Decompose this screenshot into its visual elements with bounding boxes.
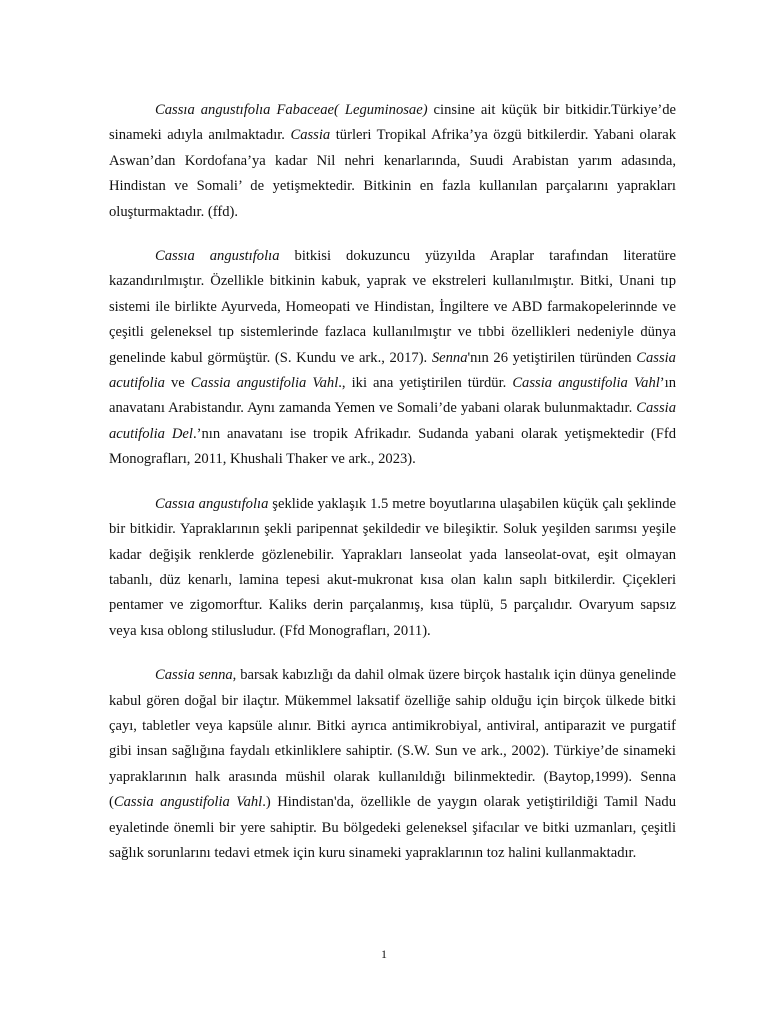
species-name: Cassıa angustıfolıa	[155, 248, 280, 265]
paragraph-text: bitkisi dokuzuncu yüzyılda Araplar tarafından literatüre kazandırılmıştır. Özellikle bitkinin kabuk, yaprak ve ekstreleri kullanılmıştır. Bitki, Unani tıp sistemi ile birlikte Ayurveda, Homeopati ve Hindistan, İngiltere ve ABD farmakopelerinnde ve çeşitli geleneksel tıp sistemlerinde fazlaca kullanılmıştır ve tıbbi özellikleri nedeniyle dünya genelinde kabul görmüştür. (S. Kundu ve ark., 2017).	[109, 248, 676, 366]
page-number: 1	[381, 947, 387, 961]
species-name: Cassia acutifolia Del	[109, 400, 676, 442]
species-name: Cassıa angustıfolıa	[155, 495, 269, 512]
paragraph-text: ’ın anavatanı Arabistandır. Aynı zamanda Yemen ve Somali’de yabani olarak bulunmaktadır.	[109, 375, 677, 417]
genus-name: Senna	[431, 349, 468, 366]
paragraph-3	[109, 492, 676, 644]
genus-name: Cassia	[290, 127, 331, 144]
species-name: Cassıa angustıfolıa Fabaceae( Leguminosae)	[155, 102, 428, 118]
paragraph-4	[109, 663, 676, 866]
paragraph-text: ., iki ana yetiştirilen türdür.	[338, 375, 513, 392]
page-body	[109, 98, 676, 885]
paragraph-text: ve	[164, 375, 191, 392]
paragraph-text: türleri Tropikal Afrika’ya özgü bitkilerdir. Yabani olarak Aswan’dan Kordofana’ya kadar Nil nehri kenarlarında, Suudi Arabistan yarım adasında, Hindistan ve Somali’ de yetişmektedir. Bitkinin en fazla kullanılan parçalarını yaprakları oluşturmaktadır. (ffd).	[109, 127, 676, 220]
paragraph-text: , barsak kabızlığı da dahil olmak üzere birçok hastalık için dünya genelinde kabul gören doğal bir ilaçtır. Mükemmel laksatif özelliğe sahip olduğu için birçok ülkede bitki çayı, tabletler veya kapsüle alınır. Bitki ayrıca antimikrobiyal, antiviral, antiparazit ve purgatif gibi insan sağlığına faydalı etkinliklere sahiptir. (S.W. Sun ve ark., 2002). Türkiye’de sinameki yapraklarının halk arasında müshil olarak kullanıldığı bilinmektedir. (Baytop,1999). Senna (	[109, 667, 677, 811]
paragraph-text: .’nın anavatanı ise tropik Afrikadır. Sudanda yabani olarak yetişmektedir (Ffd Monografları, 2011, Khushali Thaker ve ark., 2023).	[109, 425, 676, 468]
species-name: Cassia angustifolia Vahl	[113, 794, 263, 811]
paragraph-1	[109, 98, 676, 225]
paragraph-2	[109, 244, 676, 473]
species-name: Cassia angustifolia Vahl	[512, 375, 660, 392]
paragraph-text: .) Hindistan'da, özellikle de yaygın olarak yetiştirildiği Tamil Nadu eyaletinde önemli bir yere sahiptir. Bu bölgedeki geleneksel şifacılar ve bitki uzmanları, çeşitli sağlık sorunlarını tedavi etmek için kuru sinameki yapraklarının toz halini kullanmaktadır.	[109, 794, 676, 861]
species-name: Cassia angustifolia Vahl	[190, 375, 339, 392]
paragraph-text: şeklide yaklaşık 1.5 metre boyutlarına ulaşabilen küçük çalı şeklinde bir bitkidir. Yapraklarının şekli paripennat şekildedir ve bileşiktir. Soluk yeşilden sarımsı yeşile kadar değişik renklerde gözlenebilir. Yaprakları lanseolat yada lanseolat-ovat, eşit olmayan tabanlı, düz kenarlı, lamina tepesi akut-mukronat kısa olan kalın saplı bitkilerdir. Çiçekleri pentamer ve zigomorftur. Kaliks derin parçalanmış, kısa tüplü, 5 parçalıdır. Ovaryum sapsız veya kısa oblong stilusludur. (Ffd Monografları, 2011).	[109, 495, 677, 639]
paragraph-text: 'nın 26 yetiştirilen türünden	[467, 349, 637, 366]
species-name: Cassia senna	[155, 667, 233, 684]
paragraph-text: cinsine ait küçük bir bitkidir.Türkiye’de sinameki adıyla anılmaktadır.	[109, 102, 676, 144]
species-name: Cassia acutifolia	[109, 349, 676, 392]
